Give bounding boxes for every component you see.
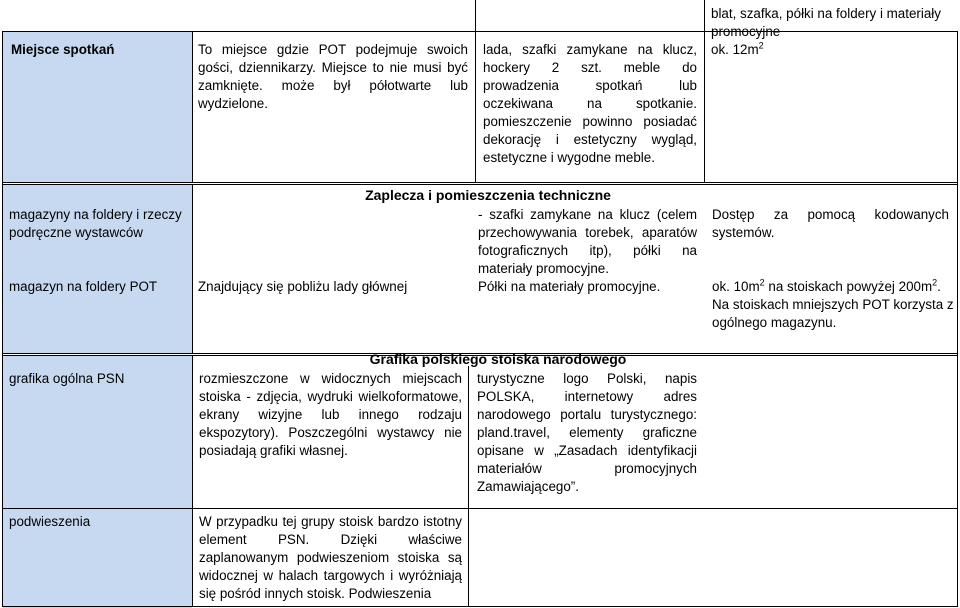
row-description-general-graphics: rozmieszczone w widocznych miejscach stoiska - zdjęcia, wydruki wielkoformatowe, ekrany wizyjne lub innego rodzaju ekspozytory). Poszczególni wystawcy nie posiadają grafiki własnej. — [199, 371, 462, 458]
row-notes-storage-exhibitors: Dostęp za pomocą kodowanych systemów. — [712, 207, 949, 240]
notes-fallback: . Na stoiskach mniejszych POT korzysta z ogólnego magazynu. — [712, 279, 954, 330]
notes-area — [711, 41, 956, 59]
table-rule — [957, 31, 958, 607]
table-rule — [192, 184, 193, 354]
row-notes-storage-pot — [712, 278, 957, 332]
row-description-meeting-place: To miejsce gdzie POT podejmuje swoich gości, dziennikarzy. Miejsce to nie musi być zamknięte. może był półotwarte lub wydzielone. — [198, 42, 468, 111]
row-label-storage-exhibitors: magazyny na foldery i rzeczy podręczne wystawców — [9, 207, 182, 240]
notes-area-small: ok. 10m — [712, 279, 760, 294]
notes-threshold: na stoiskach powyżej 200m — [764, 279, 933, 294]
row-equipment-storage-exhibitors: - szafki zamykane na klucz (celem przechowywania torebek, aparatów fotograficznych itp), półki na materiały promocyjne. — [478, 207, 697, 276]
row-label-general-graphics: grafika ogólna PSN — [9, 371, 125, 386]
table-rule — [704, 0, 705, 183]
row-label-hangings: podwieszenia — [9, 514, 91, 529]
row-label-storage-pot: magazyn na foldery POT — [9, 279, 158, 294]
table-rule — [2, 182, 958, 183]
table-rule — [192, 355, 193, 607]
row-description-hangings: W przypadku tej grupy stoisk bardzo istotny element PSN. Dzięki właściwe zaplanowanym podwieszeniom stoiska są widocznej w halach targowych i wyróżniają się pośród innych stoisk. Podwieszenia — [199, 514, 462, 601]
area-unit-sup: 2 — [758, 40, 764, 51]
label-column-fill — [3, 356, 192, 608]
row-label-meeting-place: Miejsce spotkań — [11, 42, 115, 57]
notes-furniture: blat, szafka, półki na foldery i materiały promocyjne — [711, 6, 941, 39]
row-equipment-storage-pot: Półki na materiały promocyjne. — [478, 279, 661, 294]
notes-sup: 2 — [932, 277, 938, 288]
area-value: ok. 12m — [711, 42, 759, 57]
table-rule — [475, 0, 476, 183]
section-heading-back-rooms: Zaplecza i pomieszczenia techniczne — [365, 187, 611, 203]
section-heading-graphics: Grafika polskiego stoiska narodowego — [369, 351, 627, 367]
table-rule — [2, 606, 958, 607]
row-description-storage-pot: Znajdujący się pobliżu lady głównej — [198, 279, 408, 294]
row-equipment-general-graphics: turystyczne logo Polski, napis POLSKA, internetowy adres narodowego portalu turystycznego: pland.travel, elementy graficzne opisane w „Zasadach identyfikacji materiałów promocyjnych Zamawiającego”. — [477, 371, 697, 494]
notes-sup: 2 — [759, 277, 765, 288]
table-rule — [2, 31, 3, 607]
row-notes-meeting-place — [711, 5, 956, 59]
table-rule — [2, 508, 958, 509]
table-rule — [2, 184, 958, 185]
table-rule — [468, 366, 469, 607]
row-equipment-meeting-place: lada, szafki zamykane na klucz, hockery 2 szt. meble do prowadzenia spotkań lub oczekiwana na spotkanie. pomieszczenie powinno posiadać dekorację i estetyczny wygląd, estetyczne i wygodne meble. — [483, 42, 697, 165]
table-rule — [192, 31, 193, 183]
